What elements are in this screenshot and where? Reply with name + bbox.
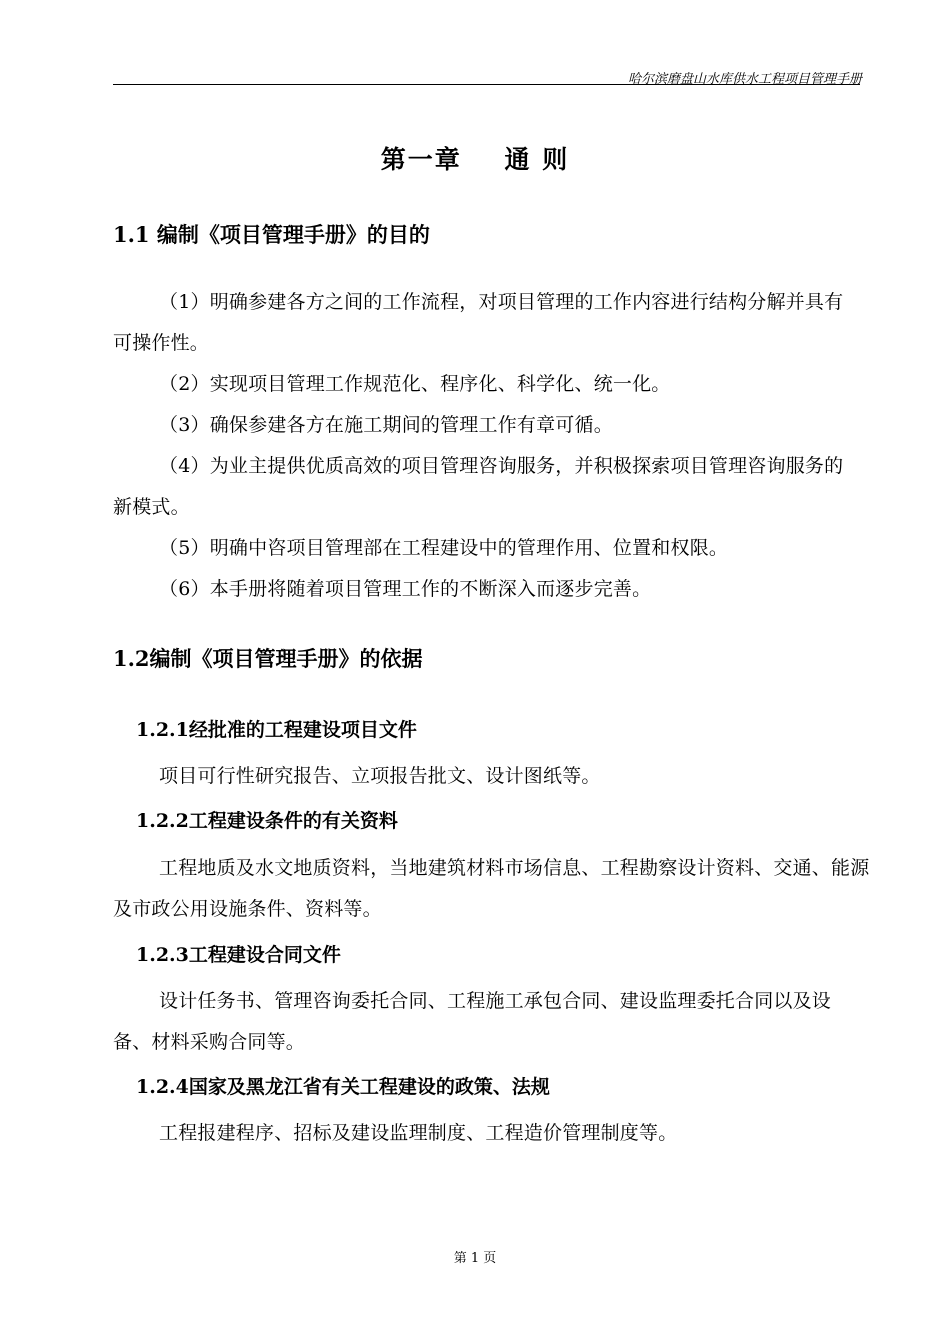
paragraph: 设计任务书、管理咨询委托合同、工程施工承包合同、建设监理委托合同以及设备、材料采购合同等。 xyxy=(113,990,832,1053)
subsection-heading-1-2-1: 1.2.1经批准的工程建设项目文件 xyxy=(136,719,417,741)
paragraph: 工程地质及水文地质资料，当地建筑材料市场信息、工程勘察设计资料、交通、能源及市政公用设施条件、资料等。 xyxy=(113,857,870,920)
section-heading-1-1: 1.1 编制《项目管理手册》的目的 xyxy=(113,222,430,247)
list-item: （1）明确参建各方之间的工作流程，对项目管理的工作内容进行结构分解并具有可操作性。 xyxy=(113,291,844,354)
paragraph: 工程报建程序、招标及建设监理制度、工程造价管理制度等。 xyxy=(159,1122,678,1144)
section-heading-1-2: 1.2编制《项目管理手册》的依据 xyxy=(113,646,423,671)
list-item: （3）确保参建各方在施工期间的管理工作有章可循。 xyxy=(159,414,613,436)
subsection-heading-1-2-4: 1.2.4国家及黑龙江省有关工程建设的政策、法规 xyxy=(136,1076,550,1098)
paragraph: 项目可行性研究报告、立项报告批文、设计图纸等。 xyxy=(159,765,601,787)
list-item: （2）实现项目管理工作规范化、程序化、科学化、统一化。 xyxy=(159,373,671,395)
subsection-heading-1-2-3: 1.2.3工程建设合同文件 xyxy=(136,944,341,966)
page-number: 第 1 页 xyxy=(453,1251,497,1266)
list-item: （6）本手册将随着项目管理工作的不断深入而逐步完善。 xyxy=(159,578,652,600)
running-header: 哈尔滨磨盘山水库供水工程项目管理手册 xyxy=(627,72,862,87)
subsection-heading-1-2-2: 1.2.2工程建设条件的有关资料 xyxy=(136,810,398,832)
list-item: （4）为业主提供优质高效的项目管理咨询服务，并积极探索项目管理咨询服务的新模式。 xyxy=(113,455,844,518)
chapter-title: 第一章 通 则 xyxy=(380,145,570,174)
list-item: （5）明确中咨项目管理部在工程建设中的管理作用、位置和权限。 xyxy=(159,537,729,559)
header-rule xyxy=(113,84,860,85)
